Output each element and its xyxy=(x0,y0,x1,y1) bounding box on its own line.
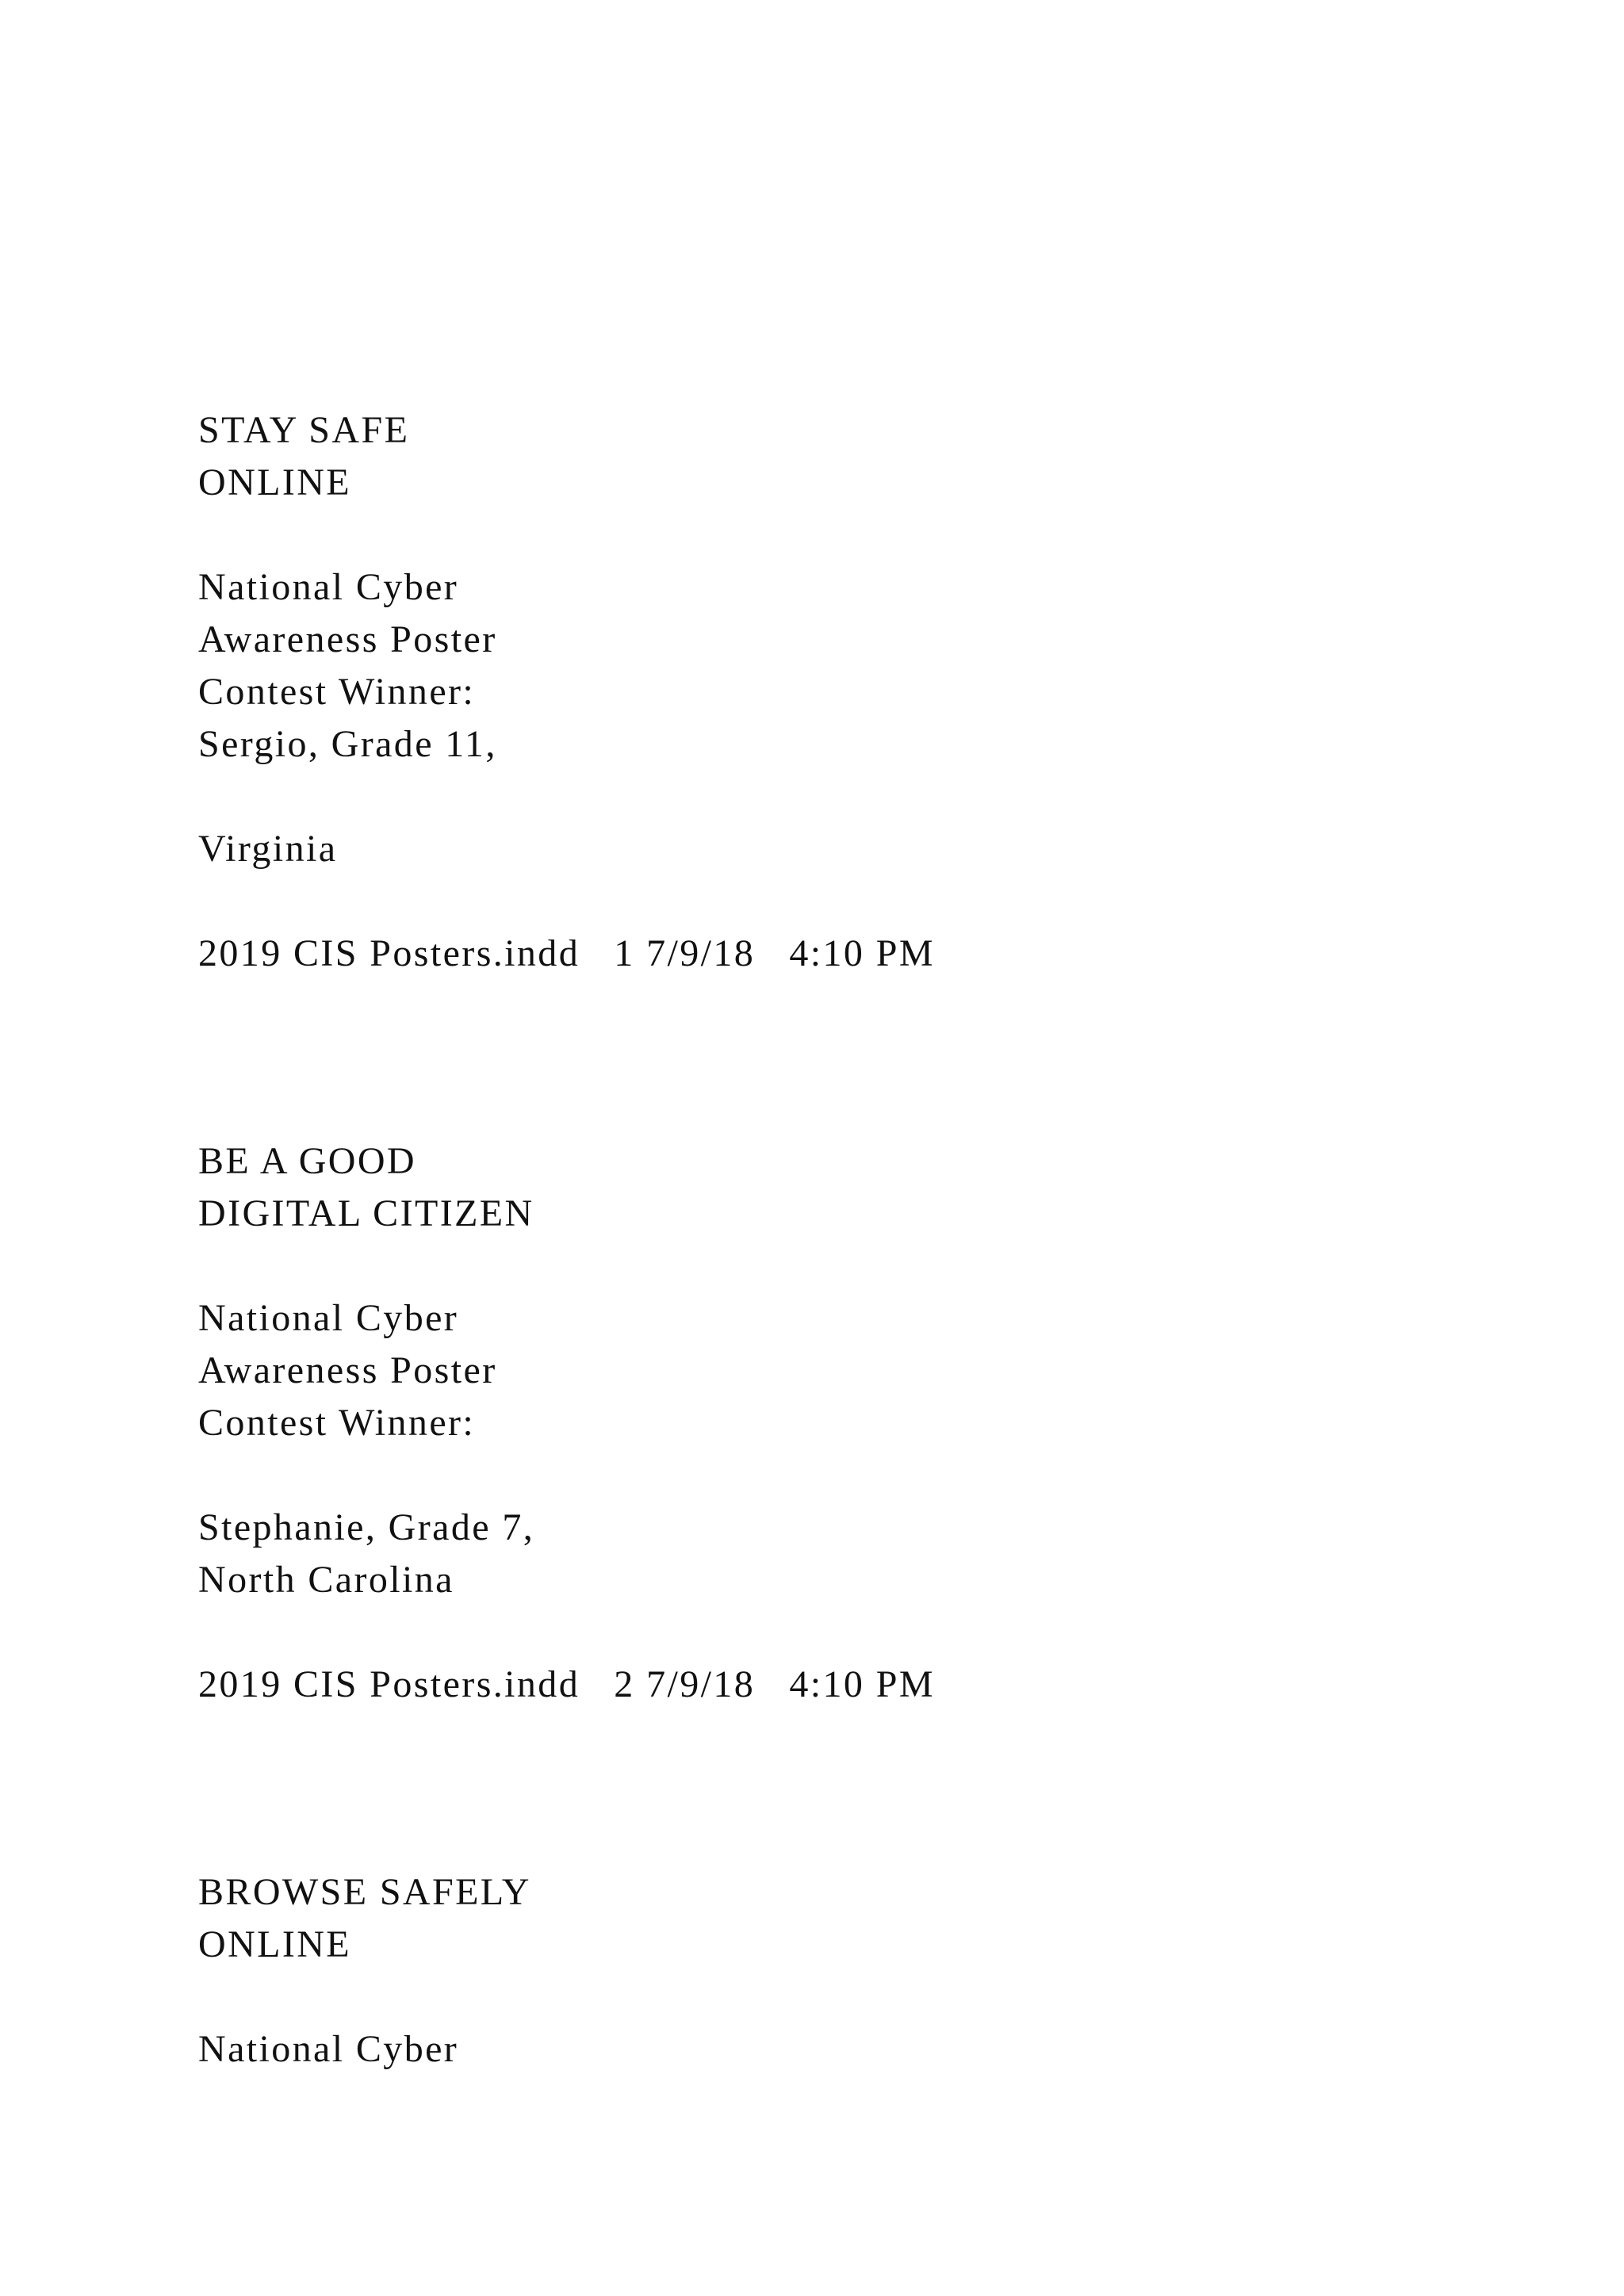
winner-line: Sergio, Grade 11, xyxy=(198,723,497,765)
award-line: National Cyber xyxy=(198,2028,459,2070)
award-line: Awareness Poster xyxy=(198,1349,497,1391)
file-footer: 2019 CIS Posters.indd 1 7/9/18 4:10 PM xyxy=(198,932,935,974)
section-title-line: ONLINE xyxy=(198,1923,352,1965)
section-title-line: ONLINE xyxy=(198,461,352,503)
winner-location: Virginia xyxy=(198,828,338,870)
section-title-line: BE A GOOD xyxy=(198,1140,416,1182)
award-line: Contest Winner: xyxy=(198,1402,476,1444)
winner-location: North Carolina xyxy=(198,1559,454,1601)
file-footer: 2019 CIS Posters.indd 2 7/9/18 4:10 PM xyxy=(198,1663,935,1705)
section-title-line: STAY SAFE xyxy=(198,409,410,451)
award-line: Awareness Poster xyxy=(198,618,497,660)
award-line: National Cyber xyxy=(198,1297,459,1339)
section-title-line: DIGITAL CITIZEN xyxy=(198,1192,534,1234)
award-line: Contest Winner: xyxy=(198,671,476,713)
winner-line: Stephanie, Grade 7, xyxy=(198,1506,535,1548)
section-title-line: BROWSE SAFELY xyxy=(198,1871,531,1913)
award-line: National Cyber xyxy=(198,566,459,608)
